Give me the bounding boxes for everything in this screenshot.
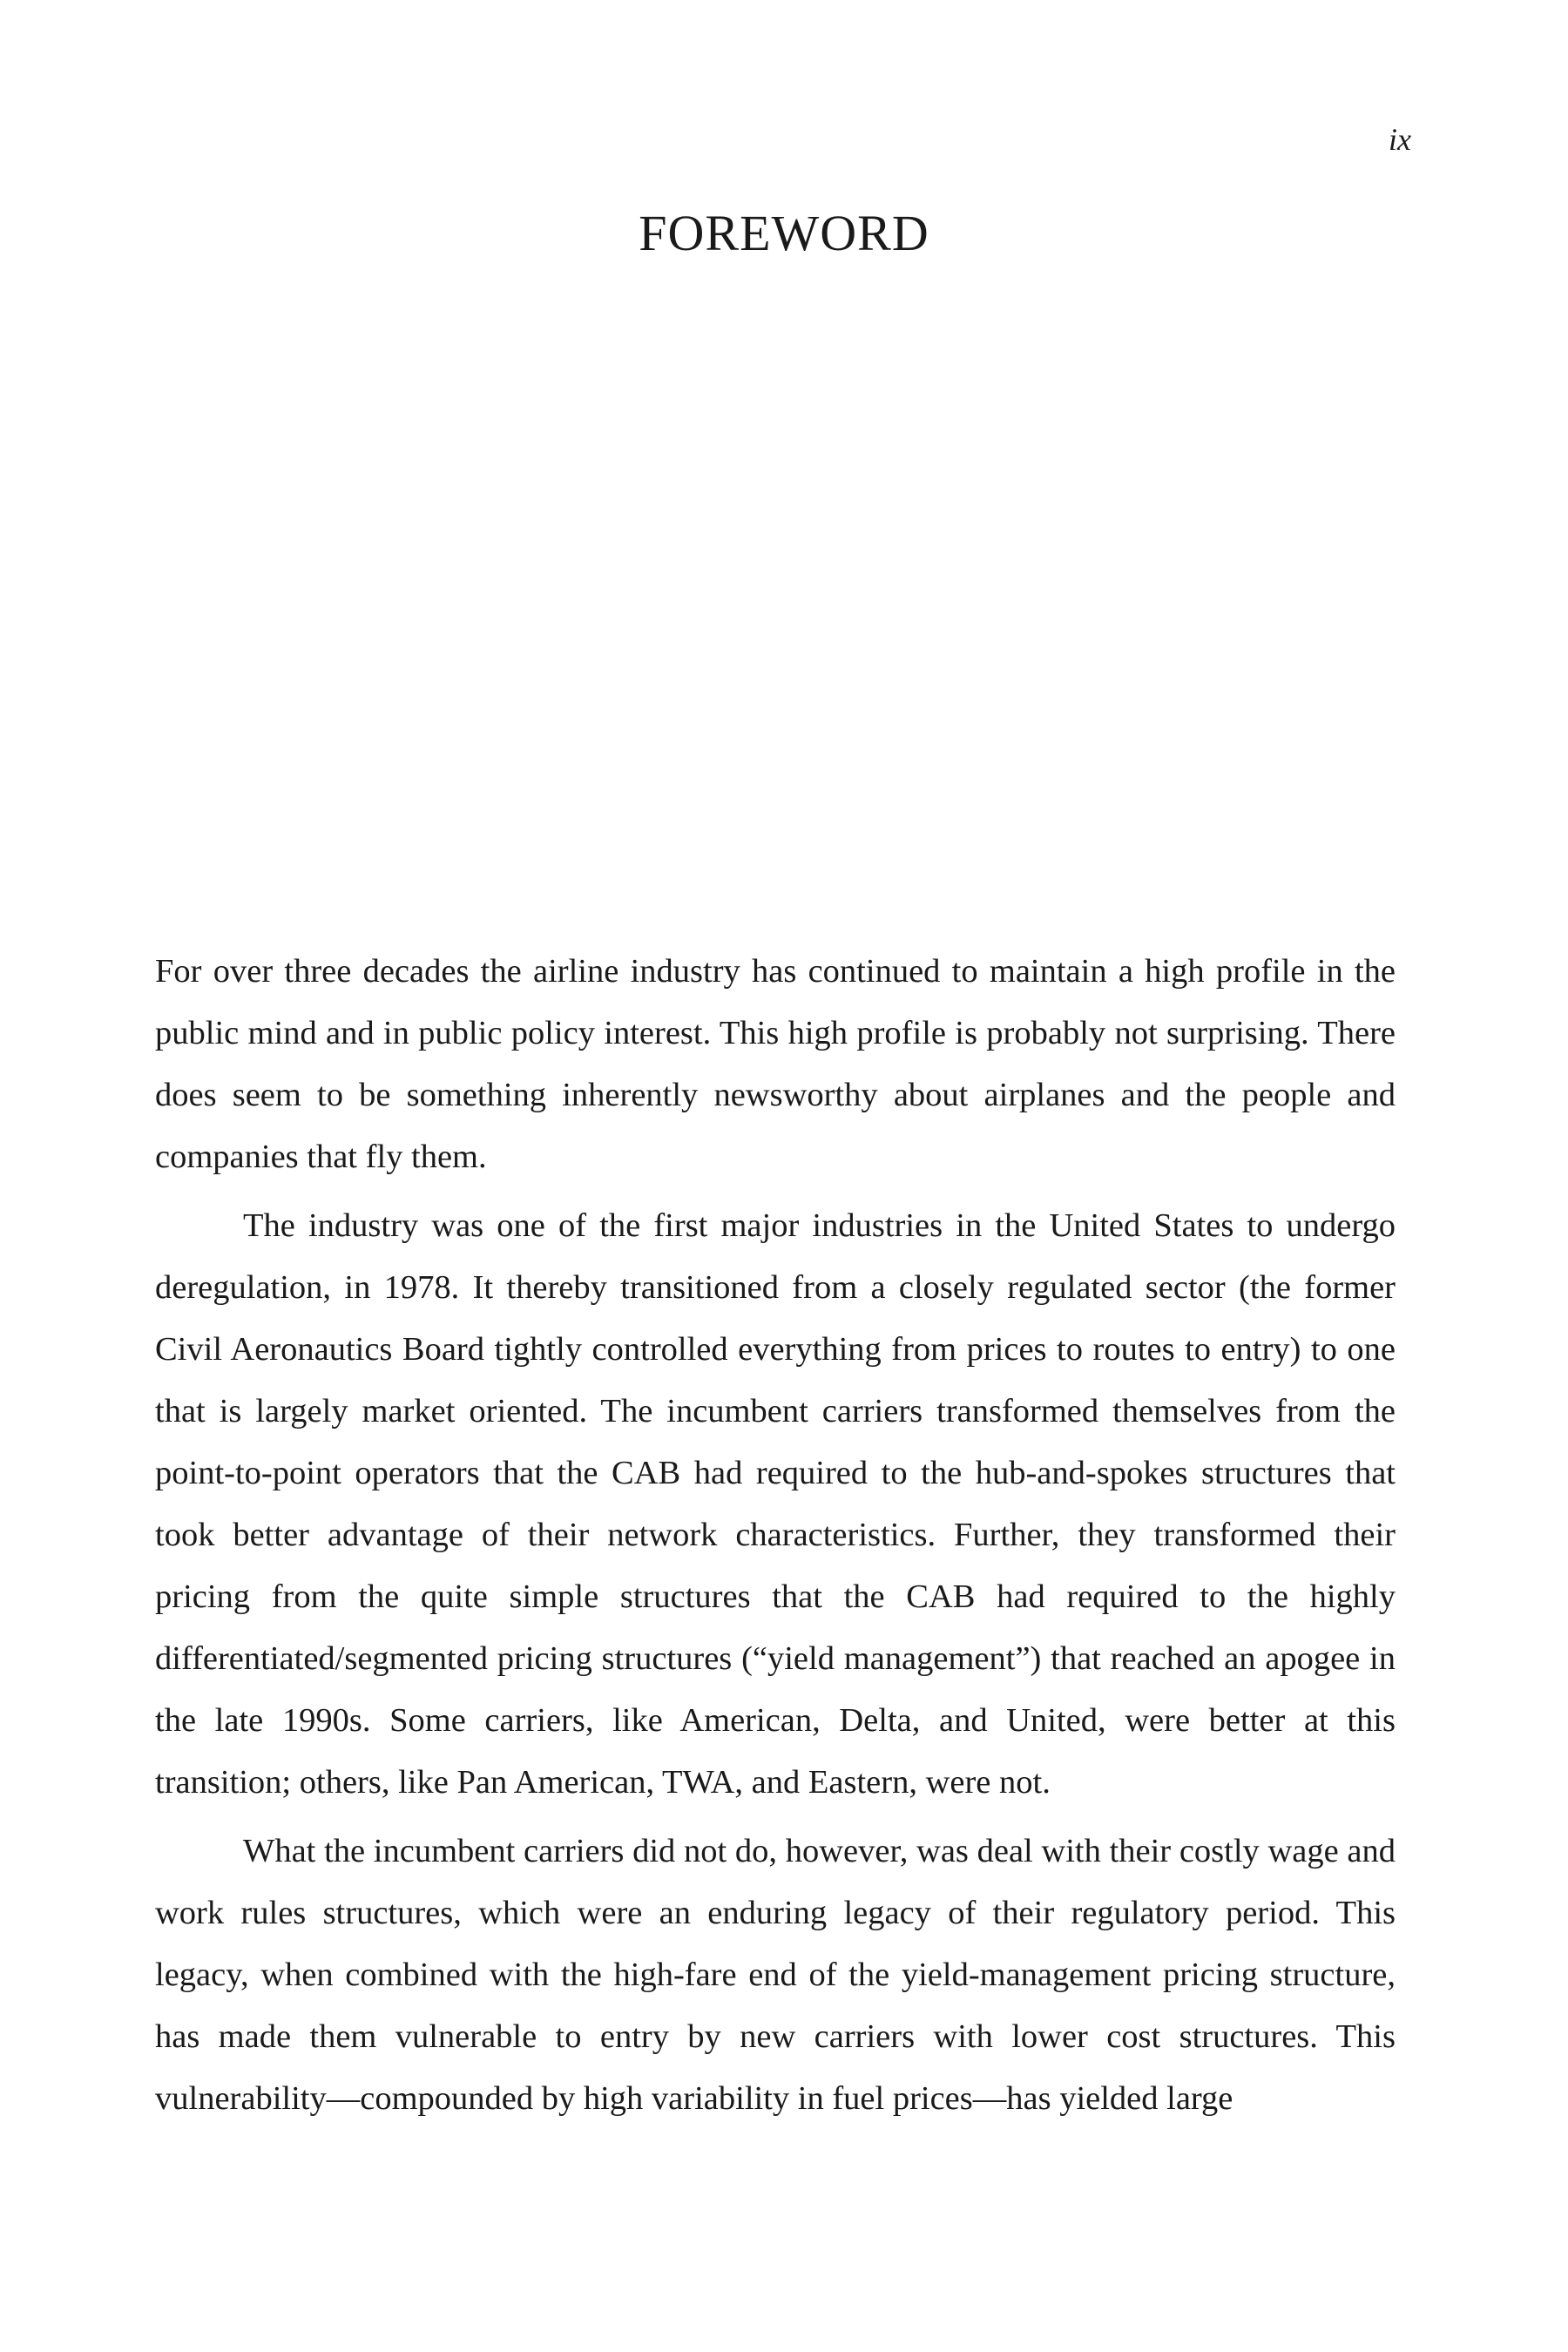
paragraph: The industry was one of the first major industries in the United States to undergo deregulation, in 1978. It thereby transitioned from a closely regulated sector (the former Civil Aeronautics Board tightly controlled everything from prices to routes to entry) to one that is largely market oriented. The incumbent carriers transformed themselves from the point-to-point operators that the CAB had required to the hub-and-spokes structures that took better advantage of their network characteristics. Further, they transformed their pricing from the quite simple structures that the CAB had required to the highly differentiated/segmented pricing structures (“yield management”) that reached an apogee in the late 1990s. Some carriers, like American, Delta, and United, were better at this transition; others, like Pan American, TWA, and Eastern, were not. (155, 1207, 1396, 1801)
foreword-body (155, 941, 1396, 2137)
paragraph: What the incumbent carriers did not do, however, was deal with their costly wage and work rules structures, which were an enduring legacy of their regulatory period. This legacy, when combined with the high-fare end of the yield-management pricing structure, has made them vulnerable to entry by new carriers with lower cost structures. This vulnerability—compounded by high variability in fuel prices—has yielded large (155, 1833, 1396, 2117)
page-number: ix (1389, 122, 1411, 157)
page-title: FOREWORD (639, 205, 929, 261)
paragraph: For over three decades the airline industry has continued to maintain a high profile in the public mind and in public policy interest. This high profile is probably not surprising. There does seem to be something inherently newsworthy about airplanes and the people and companies that fly them. (155, 953, 1396, 1175)
